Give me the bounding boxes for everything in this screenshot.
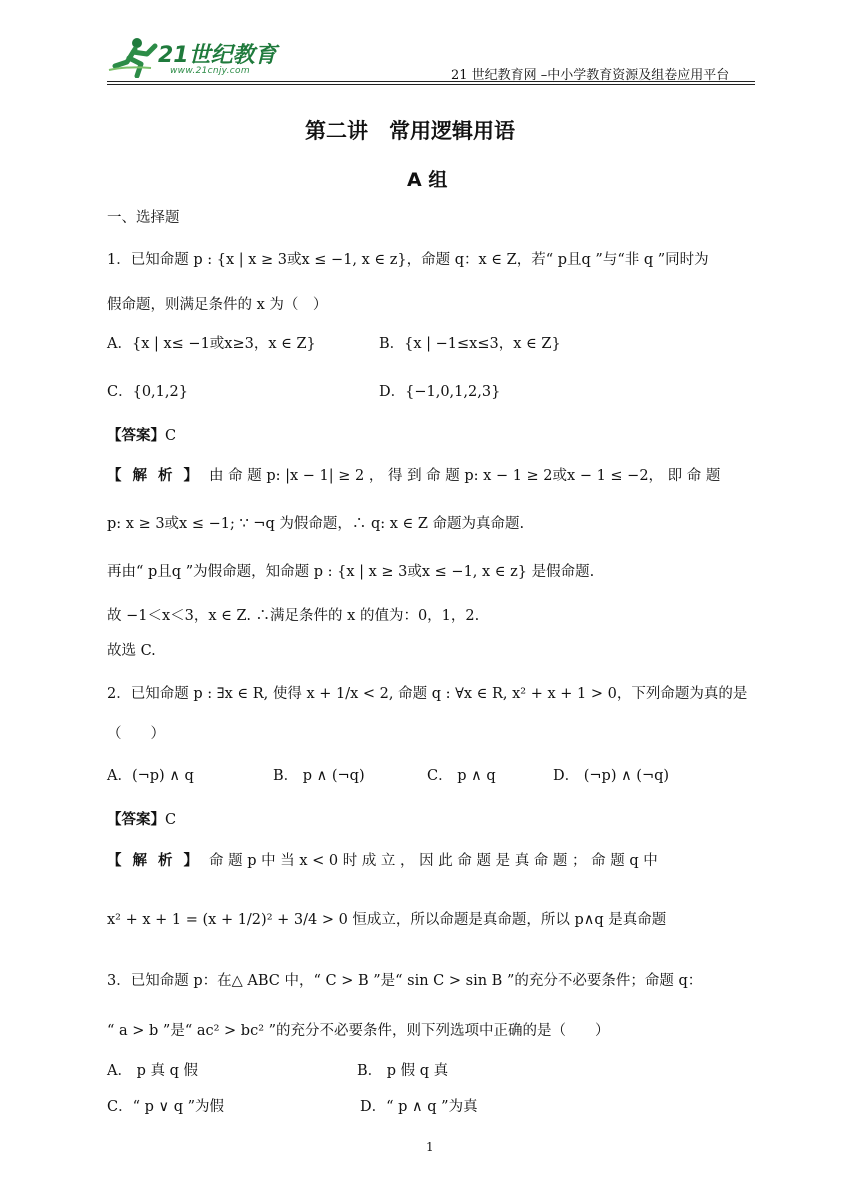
logo-url: www.21cnjy.com <box>170 66 250 76</box>
q2-option-c: C． p ∧ q <box>427 768 496 784</box>
q3-option-d: D．“ p ∧ q ”为真 <box>360 1099 478 1115</box>
q3-option-c: C．“ p ∨ q ”为假 <box>107 1099 225 1115</box>
q2-analysis-label: 【解析】 <box>107 852 209 869</box>
q2-answer <box>107 810 176 830</box>
q3-option-a: A． p 真 q 假 <box>107 1063 198 1079</box>
q2-option-a: A．(¬p) ∧ q <box>107 768 194 784</box>
q1-option-d: D．{−1,0,1,2,3} <box>379 384 501 400</box>
q1-analysis-text1: 由 命 题 p: |x − 1| ≥ 2 ， 得 到 命 题 p: x − 1 ≥ 2或x − 1 ≤ −2， 即 命 题 <box>209 468 721 484</box>
q1-analysis-line5: 故选 C. <box>107 643 156 659</box>
q2-answer-label: 【答案】 <box>107 811 165 828</box>
q1-answer <box>107 426 176 446</box>
q1-analysis-label: 【解析】 <box>107 467 209 484</box>
q2-analysis-line1 <box>107 851 658 871</box>
group-title: A 组 <box>407 169 448 191</box>
logo-runner-icon <box>107 36 163 78</box>
header-rule <box>107 81 755 82</box>
q3-option-b: B． p 假 q 真 <box>357 1063 449 1079</box>
page-title: 第二讲 常用逻辑用语 <box>305 119 515 143</box>
q1-analysis-line1 <box>107 466 720 486</box>
header-rule-thin <box>107 84 755 85</box>
section-heading: 一、选择题 <box>107 210 180 226</box>
page-number: 1 <box>426 1140 434 1154</box>
q1-stem-line1: 1．已知命题 p : {x | x ≥ 3或x ≤ −1, x ∈ z}，命题 q：x ∈ Z，若“ p且q ”与“非 q ”同时为 <box>107 252 709 268</box>
q1-answer-value: C <box>165 428 177 444</box>
logo-name: 21世纪教育 <box>158 43 277 68</box>
q3-stem-line2: “ a > b ”是“ ac² > bc² ”的充分不必要条件，则下列选项中正确的是（ ） <box>107 1023 610 1039</box>
q2-option-d: D． (¬p) ∧ (¬q) <box>553 768 670 784</box>
site-name: 21 世纪教育网 –中小学教育资源及组卷应用平台 <box>451 68 730 83</box>
q1-stem-line2: 假命题，则满足条件的 x 为（ ） <box>107 297 328 313</box>
q1-option-c: C．{0,1,2} <box>107 384 188 400</box>
q1-analysis-line2: p: x ≥ 3或x ≤ −1; ∵ ¬q 为假命题，∴ q: x ∈ Z 命题为真命题. <box>107 516 525 532</box>
q1-option-a: A．{x | x≤ −1或x≥3，x ∈ Z} <box>107 336 316 352</box>
q1-option-b: B．{x | −1≤x≤3，x ∈ Z} <box>379 336 561 352</box>
q2-stem-line2: （ ） <box>107 726 165 742</box>
q2-analysis-text1: 命 题 p 中 当 x < 0 时 成 立 ， 因 此 命 题 是 真 命 题 ； 命 题 q 中 <box>209 853 658 869</box>
q2-stem-line1: 2．已知命题 p : ∃x ∈ R, 使得 x + 1/x < 2, 命题 q : ∀x ∈ R, x² + x + 1 > 0，下列命题为真的是 <box>107 686 748 702</box>
q2-answer-value: C <box>165 812 177 828</box>
q1-analysis-line4: 故 −1＜x＜3，x ∈ Z. ∴满足条件的 x 的值为：0，1，2. <box>107 608 480 624</box>
q3-stem-line1: 3．已知命题 p：在△ ABC 中，“ C > B ”是“ sin C > sin B ”的充分不必要条件；命题 q： <box>107 973 703 989</box>
q2-option-b: B． p ∧ (¬q) <box>273 768 365 784</box>
q1-analysis-line3: 再由“ p且q ”为假命题，知命题 p : {x | x ≥ 3或x ≤ −1, x ∈ z} 是假命题. <box>107 564 595 580</box>
q2-analysis-line2: x² + x + 1 = (x + 1/2)² + 3/4 > 0 恒成立，所以命题是真命题，所以 p∧q 是真命题 <box>107 912 667 928</box>
q1-answer-label: 【答案】 <box>107 427 165 444</box>
